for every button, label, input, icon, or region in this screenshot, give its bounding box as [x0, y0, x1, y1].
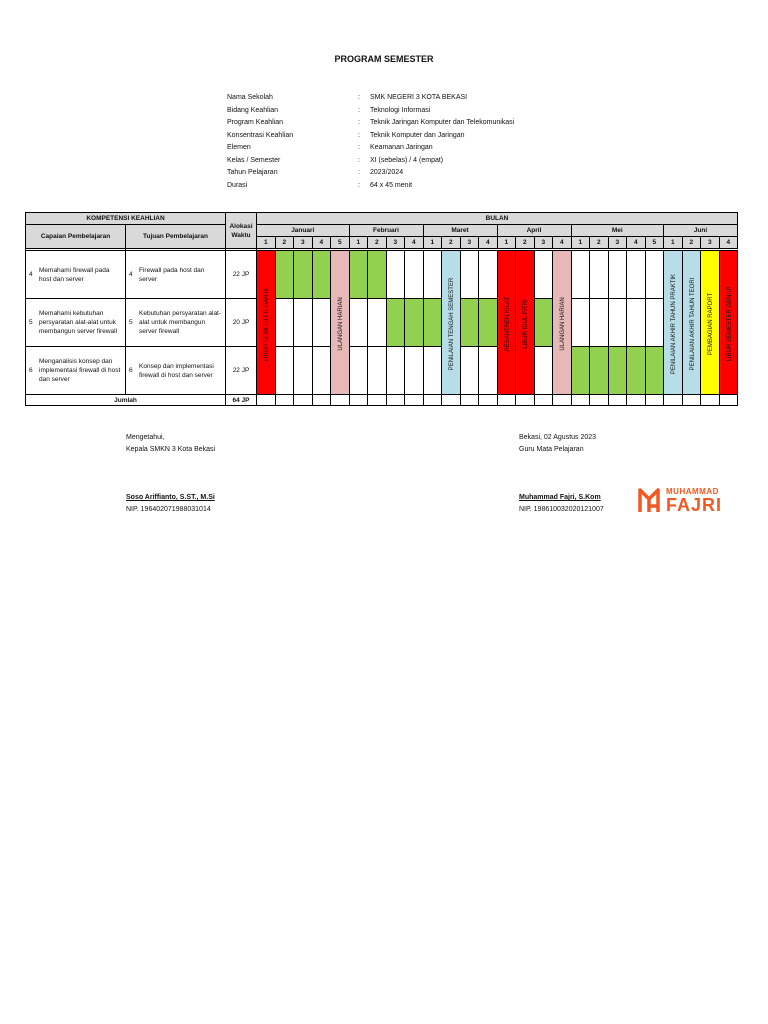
event-libur-idul-fitri: LIBUR IDUL FITRI [516, 251, 535, 395]
week-header: 3 [534, 237, 553, 249]
week-header: 1 [664, 237, 683, 249]
week-header: 2 [442, 237, 461, 249]
info-value: XI (sebelas) / 4 (empat) [370, 156, 444, 164]
sig-left-name: Soso Ariffianto, S.ST., M.Si [126, 494, 215, 501]
sig-right-name: Muhammad Fajri, S.Kom [519, 494, 601, 501]
table-row [126, 251, 226, 299]
table-row [126, 347, 226, 395]
page-title: PROGRAM SEMESTER [334, 54, 434, 64]
week-header: 4 [553, 237, 572, 249]
week-header: 5 [645, 237, 664, 249]
week-header: 2 [682, 237, 701, 249]
school-info [227, 92, 514, 192]
week-header: 2 [368, 237, 387, 249]
info-value: SMK NEGERI 3 KOTA BEKASI [370, 94, 468, 101]
info-row: Nama Sekolah : SMK NEGERI 3 KOTA BEKASI [227, 92, 514, 105]
info-label: Tahun Pelajaran [227, 169, 278, 176]
cp-text: Memahami kebutuhan persyaratan alat-alat untuk membangun server firewall [39, 310, 118, 335]
info-label: Durasi [227, 181, 248, 189]
capaian-header: Capaian Pembelajaran [26, 225, 126, 249]
brand-mark-icon [638, 486, 660, 514]
week-header: 5 [331, 237, 350, 249]
month-header: Februari [349, 225, 423, 237]
info-row: Konsentrasi Keahlian : Teknik Komputer dan Jaringan [227, 130, 514, 143]
jumlah-value: 64 JP [226, 395, 257, 406]
event-ulangan-harian-april: ULANGAN HARIAN [553, 251, 572, 395]
cp-number: 5 [29, 319, 33, 326]
event-penilaian-akhir-tahun-praktik: PENILAIAN AKHIR TAHUN PRAKTIK [664, 251, 683, 395]
tp-text: Kebutuhan persyaratan alat-alat untuk membangun server firewall [139, 310, 222, 335]
week-header: 4 [405, 237, 424, 249]
week-header: 1 [571, 237, 590, 249]
week-header: 3 [460, 237, 479, 249]
event-ulangan-harian: ULANGAN HARIAN [331, 251, 350, 395]
sig-left-line2: Kepala SMKN 3 Kota Bekasi [126, 446, 216, 453]
week-header: 4 [312, 237, 331, 249]
week-header: 4 [719, 237, 738, 249]
table-row [26, 251, 126, 299]
info-row: Elemen : Keamanan Jaringan [227, 142, 514, 155]
brand-logo [638, 486, 722, 514]
sig-right-nip: NIP. 198610032020121007 [519, 506, 604, 513]
month-header: April [497, 225, 571, 237]
cp-text: Memahami firewall pada host dan server [39, 266, 110, 283]
sig-left-line1: Mengetahui, [126, 434, 165, 441]
table-row [26, 347, 126, 395]
event-libur-semester-genap: LIBUR SEMESTER GENAP [719, 251, 738, 395]
bulan-header: BULAN [257, 213, 738, 225]
week-header: 2 [275, 237, 294, 249]
sig-right-line1: Bekasi, 02 Agustus 2023 [519, 434, 597, 441]
info-value: Teknik Jaringan Komputer dan Telekomunikasi [370, 119, 515, 126]
table-row [26, 299, 126, 347]
week-header: 1 [497, 237, 516, 249]
signature-left-name [126, 492, 215, 516]
info-label: Bidang Keahlian [227, 106, 278, 114]
week-header: 3 [386, 237, 405, 249]
alokasi-header: Alokasi Waktu [226, 213, 257, 249]
event-penilaian-akhir-tahun-teori: PENILAIAN AKHIR TAHUN TEORI [682, 251, 701, 395]
event-pesantren-kilat: PESANTREN KILAT [497, 251, 516, 395]
cp-text: Menganalisis konsep dan implementasi firewall di host dan server [39, 358, 121, 383]
table-row [126, 299, 226, 347]
jp-cell: 22 JP [226, 251, 257, 299]
tp-number: 6 [129, 367, 133, 374]
week-header: 3 [608, 237, 627, 249]
signature-right [519, 432, 596, 456]
cp-number: 4 [29, 271, 33, 278]
info-label: Kelas / Semester [227, 156, 281, 164]
event-penilaian-tengah-semester: PENILAIAN TENGAH SEMESTER [442, 251, 461, 395]
event-pembagian-raport: PEMBAGIAN RAPORT [701, 251, 720, 395]
cp-number: 6 [29, 367, 33, 374]
tp-text: Konsep dan implementasi firewall di host dan server [139, 362, 214, 379]
week-header: 2 [516, 237, 535, 249]
info-row: Program Keahlian : Teknik Jaringan Komputer dan Telekomunikasi [227, 117, 514, 130]
info-value: 64 x 45 menit [370, 181, 413, 189]
sig-left-nip: NIP. 196402071988031014 [126, 506, 211, 513]
info-row: Kelas / Semester : XI (sebelas) / 4 (empat) [227, 155, 514, 168]
jumlah-label: Jumlah [26, 395, 226, 406]
week-header: 3 [701, 237, 720, 249]
event-libur-semester-ganjil: LIBUR SEMESTER GANJIL [257, 251, 276, 395]
tp-text: Firewall pada host dan server [139, 266, 205, 283]
info-row: Bidang Keahlian : Teknologi Informasi [227, 105, 514, 118]
week-header: 2 [590, 237, 609, 249]
signature-left [126, 432, 215, 456]
info-value: Teknik Komputer dan Jaringan [370, 131, 465, 139]
jp-cell: 20 JP [226, 299, 257, 347]
month-header: Mei [571, 225, 664, 237]
info-label: Program Keahlian [227, 119, 284, 126]
tp-number: 4 [129, 271, 133, 278]
week-header: 4 [479, 237, 498, 249]
month-header: Juni [664, 225, 738, 237]
info-value: Keamanan Jaringan [370, 144, 433, 151]
week-header: 1 [349, 237, 368, 249]
info-label: Konsentrasi Keahlian [227, 131, 294, 139]
week-header: 1 [257, 237, 276, 249]
signature-right-name [519, 492, 604, 516]
kompetensi-header: KOMPETENSI KEAHLIAN [26, 213, 226, 225]
tujuan-header: Tujuan Pembelajaran [126, 225, 226, 249]
month-header: Januari [257, 225, 350, 237]
info-value: Teknologi Informasi [370, 106, 431, 114]
logo-text-top: MUHAMMAD [666, 486, 719, 496]
week-header: 1 [423, 237, 442, 249]
info-row: Tahun Pelajaran : 2023/2024 [227, 167, 514, 180]
semester-program-table [25, 212, 738, 406]
tp-number: 5 [129, 319, 133, 326]
jp-cell: 22 JP [226, 347, 257, 395]
sig-right-line2: Guru Mata Pelajaran [519, 446, 584, 453]
info-row: Durasi : 64 x 45 menit [227, 180, 514, 193]
logo-text-bottom: FAJRI [666, 494, 723, 515]
week-header: 3 [294, 237, 313, 249]
week-header: 4 [627, 237, 646, 249]
info-label: Elemen [227, 144, 251, 151]
info-label: Nama Sekolah [227, 94, 273, 101]
month-header: Maret [423, 225, 497, 237]
info-value: 2023/2024 [370, 169, 404, 176]
